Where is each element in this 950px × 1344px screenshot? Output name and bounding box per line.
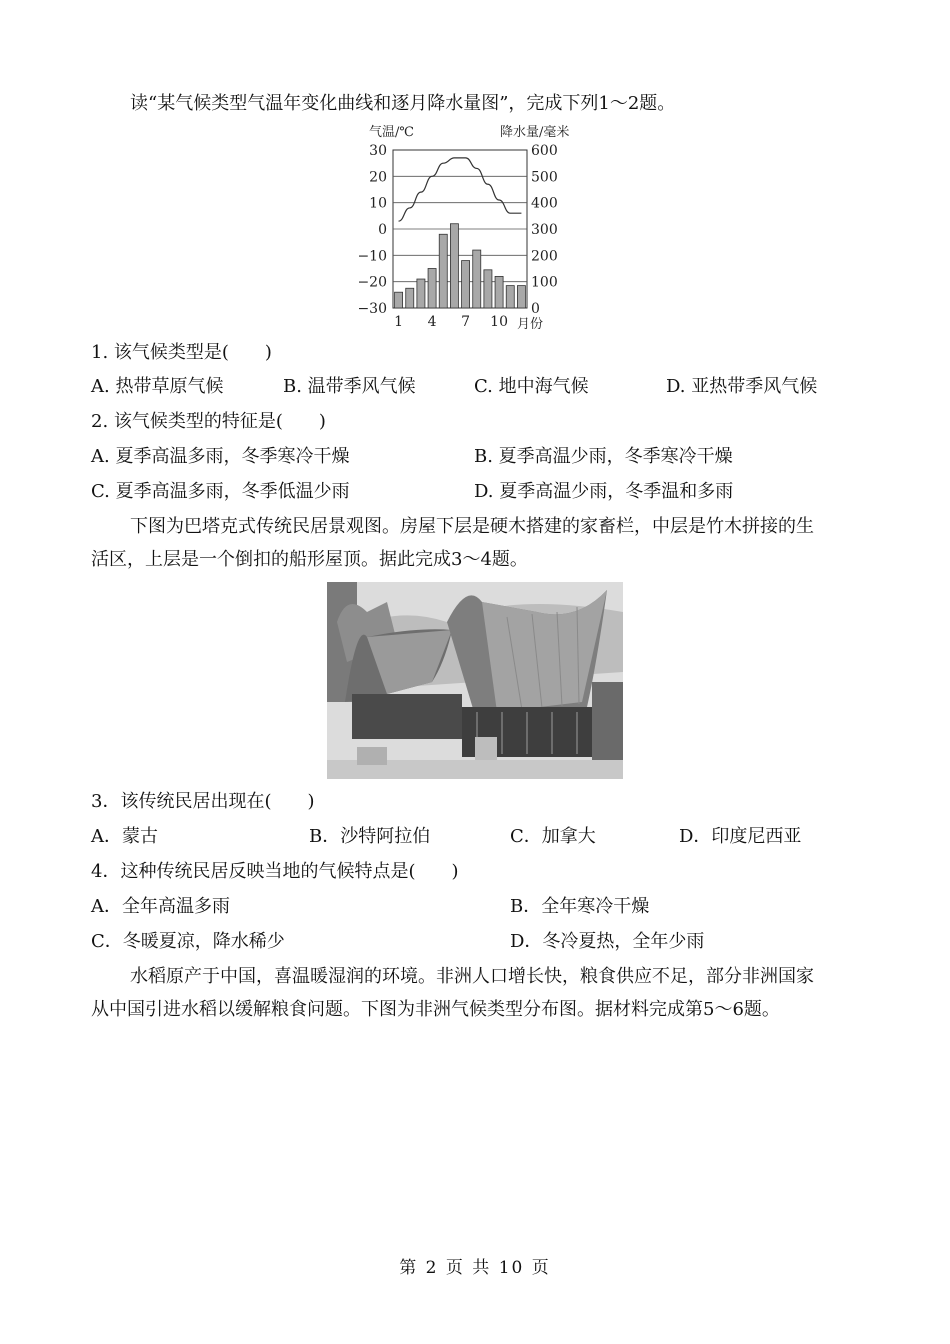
- precip-bar: [417, 279, 425, 308]
- q3-option-b[interactable]: B．沙特阿拉伯: [309, 826, 431, 847]
- precip-bar: [395, 292, 403, 308]
- month-tick-label: 1: [394, 314, 404, 330]
- q4-option-c[interactable]: C．冬暖夏凉，降水稀少: [91, 931, 285, 952]
- temp-tick-label: 20: [369, 169, 387, 186]
- q2-option-a[interactable]: A. 夏季高温多雨，冬季寒冷干燥: [91, 446, 350, 467]
- temp-tick-label: −20: [357, 274, 387, 291]
- q1-option-b[interactable]: B. 温带季风气候: [283, 376, 416, 397]
- precip-tick-label: 300: [531, 222, 558, 238]
- precip-bars: [395, 224, 526, 308]
- precip-bar: [495, 276, 503, 308]
- precip-tick-label: 0: [531, 301, 540, 317]
- intro-q1-2: 读“某气候类型气温年变化曲线和逐月降水量图”，完成下列1～2题。: [130, 93, 676, 114]
- q1-option-a[interactable]: A. 热带草原气候: [91, 376, 224, 397]
- q1-option-d[interactable]: D. 亚热带季风气候: [666, 376, 818, 397]
- q3-option-d[interactable]: D．印度尼西亚: [679, 826, 802, 847]
- q3-option-a[interactable]: A．蒙古: [91, 826, 158, 847]
- temp-ticks: [357, 143, 387, 317]
- q4-option-a[interactable]: A．全年高温多雨: [91, 896, 230, 917]
- q4-stem: 4．这种传统民居反映当地的气候特点是( ): [91, 861, 459, 882]
- temp-tick-label: 10: [369, 195, 387, 212]
- precip-bar: [517, 286, 525, 308]
- precip-bar: [462, 261, 470, 308]
- chart-grid: [393, 150, 527, 308]
- precip-bar: [473, 250, 481, 308]
- intro-q5-6-line2: 从中国引进水稻以缓解粮食问题。下图为非洲气候类型分布图。据材料完成第5～6题。: [91, 999, 780, 1020]
- month-tick-label: 10: [490, 314, 508, 330]
- precip-tick-label: 100: [531, 274, 558, 291]
- precip-tick-label: 200: [531, 248, 558, 265]
- right-axis-label: 降水量/毫米: [500, 125, 570, 140]
- temp-tick-label: 0: [378, 222, 387, 238]
- q2-stem: 2. 该气候类型的特征是( ): [91, 411, 326, 432]
- q4-option-d[interactable]: D．冬冷夏热，全年少雨: [510, 931, 705, 952]
- month-tick-label: 4: [427, 314, 437, 330]
- intro-q5-6-line1: 水稻原产于中国，喜温暖湿润的环境。非洲人口增长快，粮食供应不足，部分非洲国家: [130, 966, 814, 987]
- precip-bar: [428, 269, 436, 309]
- climate-chart: [355, 118, 595, 336]
- q1-stem: 1. 该气候类型是( ): [91, 342, 272, 363]
- temp-tick-label: −30: [357, 301, 387, 317]
- precip-bar: [506, 286, 514, 308]
- q3-stem: 3．该传统民居出现在( ): [91, 791, 315, 812]
- intro-q3-4-line2: 活区，上层是一个倒扣的船形屋顶。据此完成3～4题。: [91, 549, 528, 570]
- precip-bar: [439, 234, 447, 308]
- precip-tick-label: 400: [531, 195, 558, 212]
- temperature-curve: [399, 158, 522, 221]
- precip-ticks: [531, 143, 558, 317]
- q4-option-b[interactable]: B．全年寒冷干燥: [510, 896, 650, 917]
- q3-option-c[interactable]: C．加拿大: [510, 826, 596, 847]
- month-tick-label: 7: [461, 314, 471, 330]
- intro-q3-4-line1: 下图为巴塔克式传统民居景观图。房屋下层是硬木搭建的家畜栏，中层是竹木拼接的生: [130, 516, 814, 537]
- q2-option-d[interactable]: D. 夏季高温少雨，冬季温和多雨: [474, 481, 734, 502]
- precip-bar: [406, 288, 414, 308]
- temp-tick-label: 30: [369, 143, 387, 159]
- precip-tick-label: 600: [531, 143, 558, 159]
- q1-option-c[interactable]: C. 地中海气候: [474, 376, 589, 397]
- page-footer: 第 2 页 共 10 页: [399, 1258, 551, 1278]
- q2-option-c[interactable]: C. 夏季高温多雨，冬季低温少雨: [91, 481, 350, 502]
- month-ticks: [394, 314, 508, 330]
- left-axis-label: 气温/℃: [369, 125, 414, 140]
- x-axis-label: 月份: [517, 317, 544, 332]
- precip-bar: [450, 224, 458, 308]
- temp-tick-label: −10: [357, 248, 387, 265]
- precip-tick-label: 500: [531, 169, 558, 186]
- precip-bar: [484, 270, 492, 308]
- batak-house-photo: [327, 582, 623, 779]
- q2-option-b[interactable]: B. 夏季高温少雨，冬季寒冷干燥: [474, 446, 733, 467]
